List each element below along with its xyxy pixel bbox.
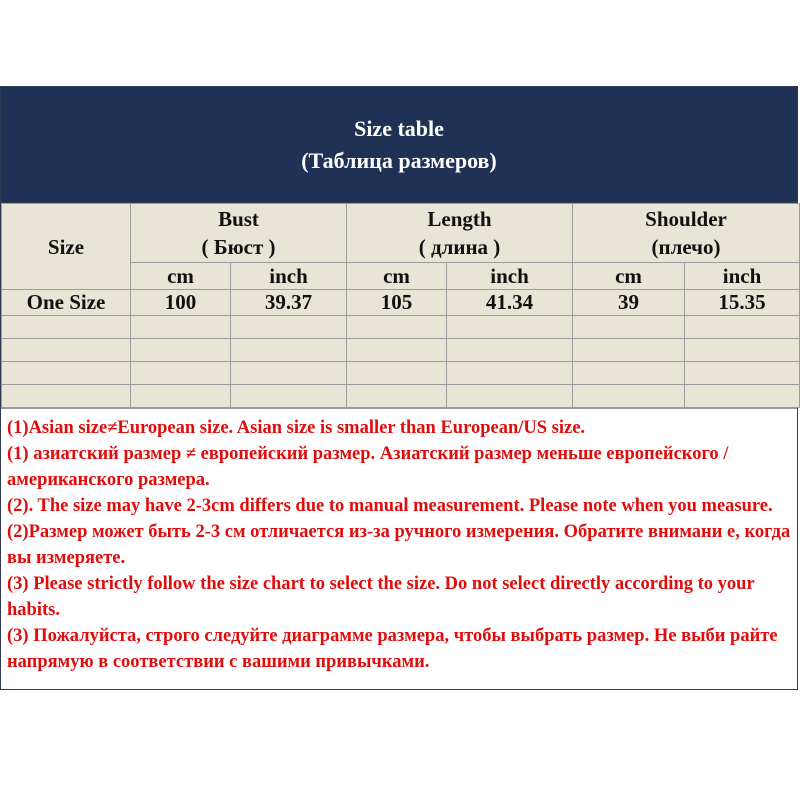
unit-cell: inch bbox=[447, 263, 573, 290]
bust-label: Bust bbox=[218, 207, 259, 231]
shoulder-header bbox=[573, 204, 800, 263]
unit-cell: cm bbox=[573, 263, 685, 290]
bust-header bbox=[131, 204, 347, 263]
unit-cell: cm bbox=[347, 263, 447, 290]
note-line: (2)Размер может быть 2-3 см отличается из-за ручного измерения. Обратите внимани е, когда вы измеряете. bbox=[7, 522, 791, 568]
value-cell: 41.34 bbox=[447, 290, 573, 316]
shoulder-label-ru: (плечо) bbox=[651, 235, 721, 259]
table-row bbox=[2, 290, 800, 316]
size-chart bbox=[0, 86, 798, 690]
length-label: Length bbox=[427, 207, 492, 231]
title-band bbox=[1, 87, 797, 203]
size-cell: One Size bbox=[2, 290, 131, 316]
empty-row bbox=[2, 362, 800, 385]
size-table bbox=[1, 203, 800, 408]
note-line: (1) азиатский размер ≠ европейский размер. Азиатский размер меньше европейского / американского размера. bbox=[7, 444, 729, 490]
length-header bbox=[347, 204, 573, 263]
unit-cell: inch bbox=[231, 263, 347, 290]
empty-row bbox=[2, 339, 800, 362]
title-russian: (Таблица размеров) bbox=[301, 147, 497, 173]
bust-label-ru: ( Бюст ) bbox=[201, 235, 276, 259]
size-notes bbox=[1, 408, 797, 689]
empty-row bbox=[2, 316, 800, 339]
unit-cell: inch bbox=[685, 263, 800, 290]
note-line: (1)Asian size≠European size. Asian size is smaller than European/US size. bbox=[7, 418, 586, 438]
note-line: (2). The size may have 2-3cm differs due to manual measurement. Please note when you measure. bbox=[7, 496, 773, 516]
shoulder-label: Shoulder bbox=[645, 207, 727, 231]
length-label-ru: ( длина ) bbox=[418, 235, 501, 259]
size-column-header: Size bbox=[2, 204, 131, 290]
value-cell: 105 bbox=[347, 290, 447, 316]
note-line: (3) Пожалуйста, строго следуйте диаграмме размера, чтобы выбрать размер. Не выби райте напрямую в соответствии с вашими привычками. bbox=[7, 626, 778, 672]
empty-row bbox=[2, 385, 800, 408]
unit-cell: cm bbox=[131, 263, 231, 290]
title-english: Size table bbox=[354, 115, 444, 141]
value-cell: 15.35 bbox=[685, 290, 800, 316]
value-cell: 39.37 bbox=[231, 290, 347, 316]
value-cell: 100 bbox=[131, 290, 231, 316]
value-cell: 39 bbox=[573, 290, 685, 316]
note-line: (3) Please strictly follow the size chart to select the size. Do not select directly according to your habits. bbox=[7, 574, 755, 620]
